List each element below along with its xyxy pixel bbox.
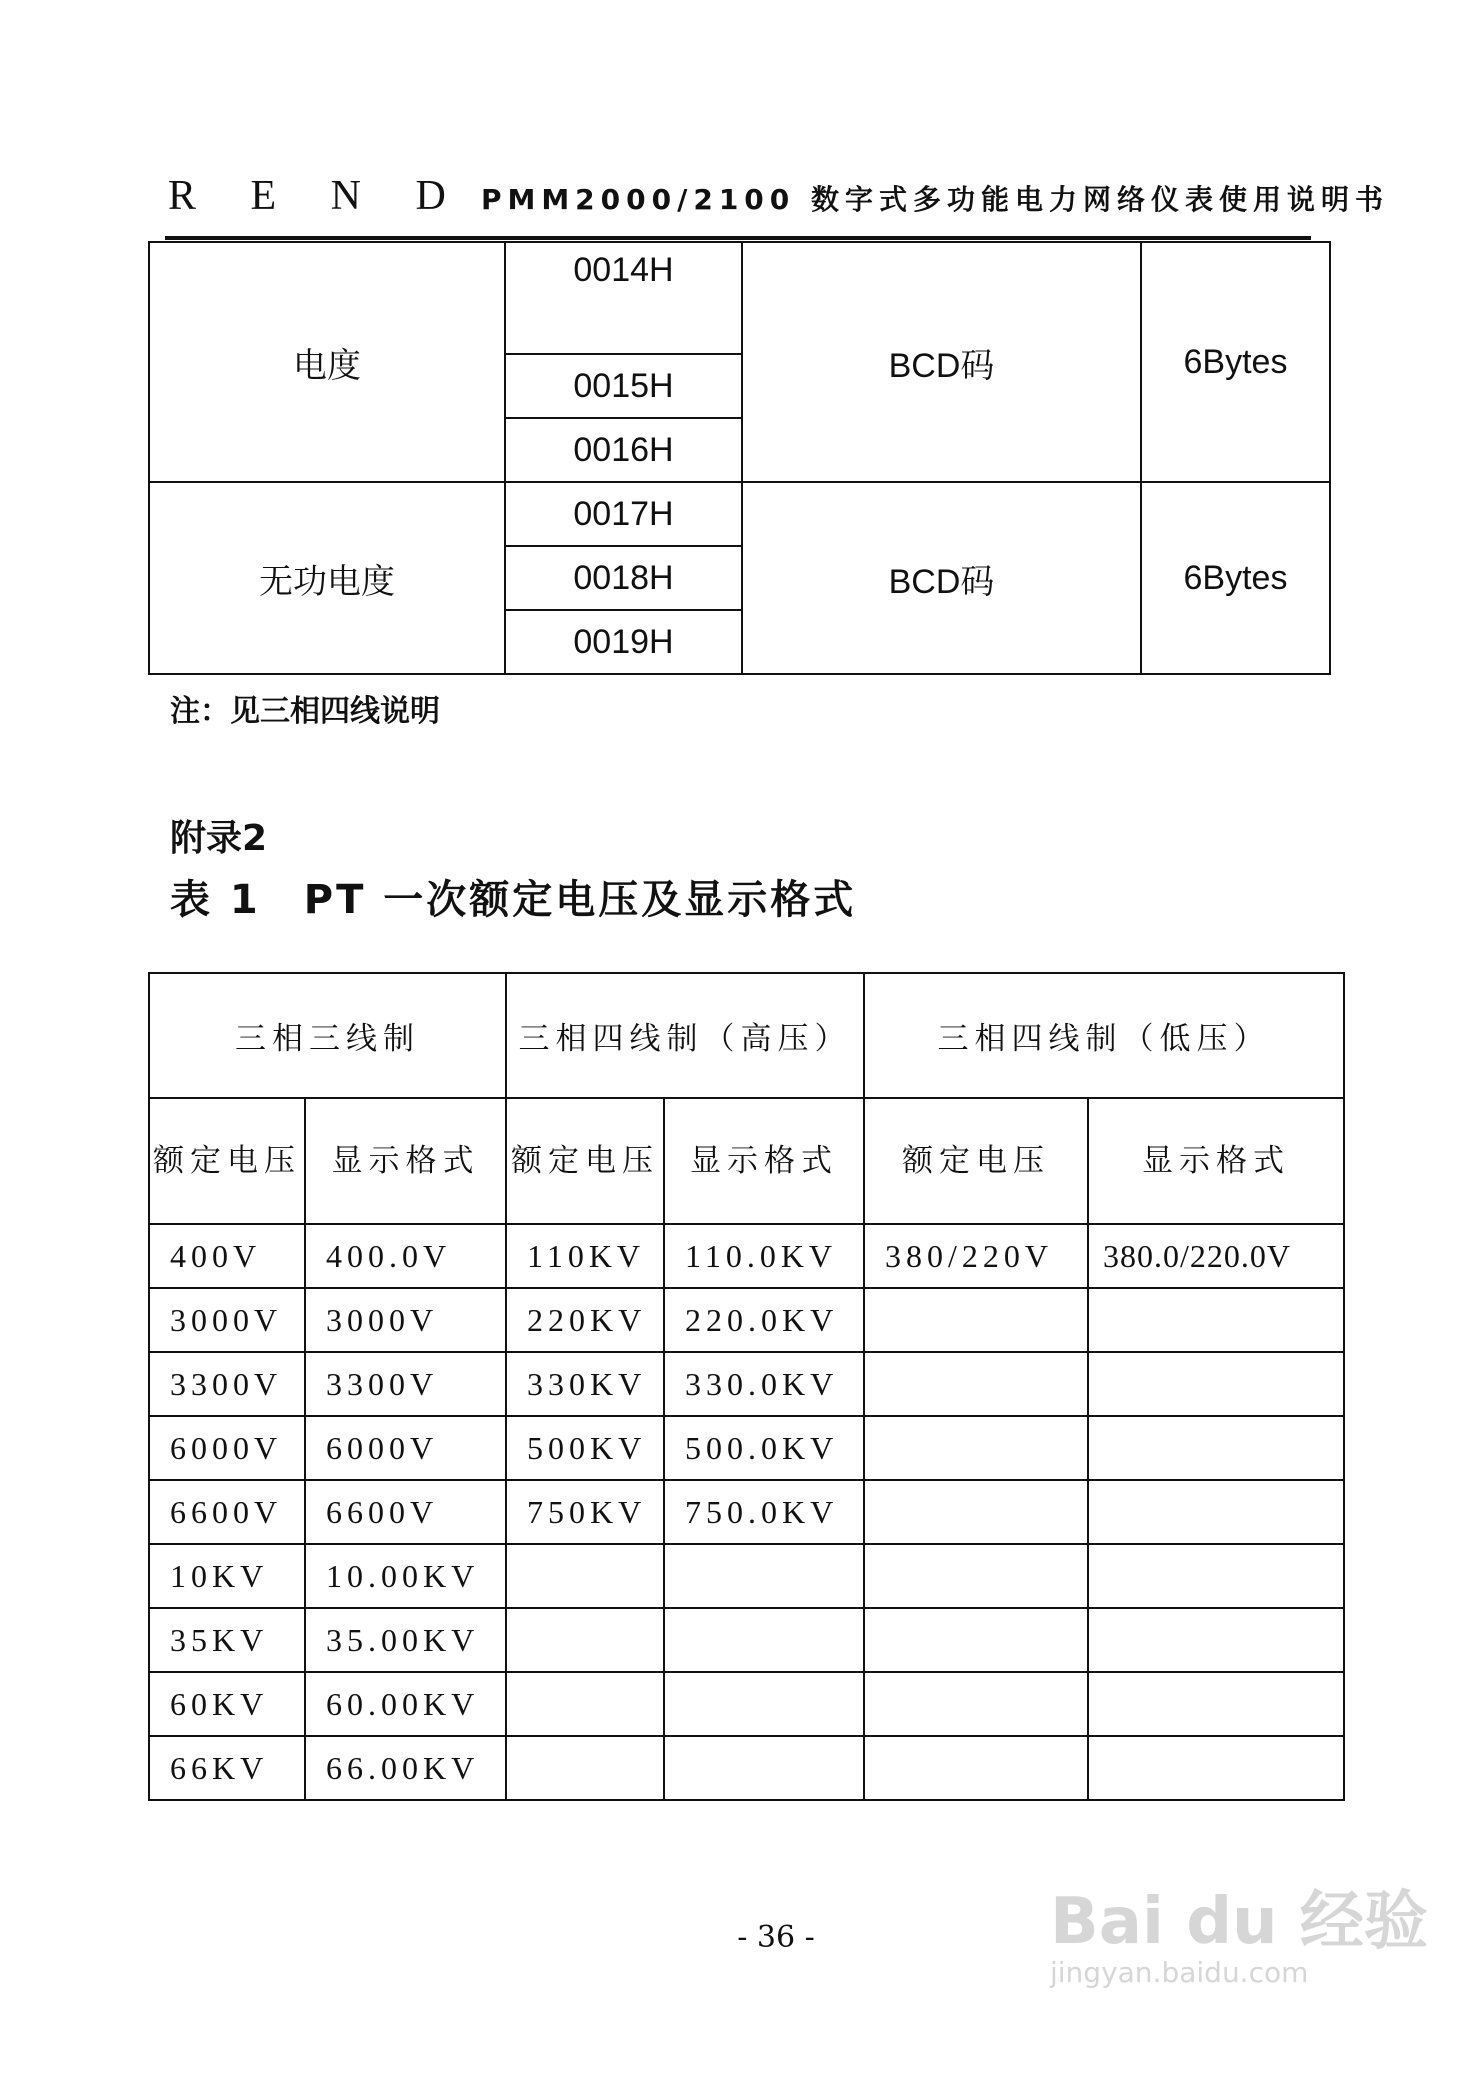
cell: 220.0KV — [664, 1288, 864, 1352]
cell: 3300V — [305, 1352, 506, 1416]
cell — [506, 1672, 664, 1736]
table-row — [149, 482, 1330, 546]
cell: 0018H — [505, 546, 742, 610]
group-header: 三相三线制 — [149, 973, 506, 1098]
table-title: 表 1 PT 一次额定电压及显示格式 — [170, 877, 857, 923]
table-row — [149, 1672, 1344, 1736]
cell: 35.00KV — [305, 1608, 506, 1672]
watermark-url: jingyan.baidu.com — [1050, 1956, 1309, 1989]
cell: 220KV — [506, 1288, 664, 1352]
pt-voltage-table — [148, 972, 1345, 1801]
table-row — [149, 1352, 1344, 1416]
cell: 750.0KV — [664, 1480, 864, 1544]
cell: 380/220V — [864, 1224, 1088, 1288]
cell: 0015H — [505, 354, 742, 418]
cell — [1088, 1416, 1344, 1480]
table-row — [149, 1480, 1344, 1544]
cell: 330.0KV — [664, 1352, 864, 1416]
sub-header-row — [149, 1098, 1344, 1224]
cell — [1088, 1288, 1344, 1352]
cell — [1088, 1544, 1344, 1608]
cell — [864, 1416, 1088, 1480]
cell: 无功电度 — [149, 482, 505, 674]
cell: 6Bytes — [1141, 482, 1330, 674]
cell — [1088, 1672, 1344, 1736]
cell: 10.00KV — [305, 1544, 506, 1608]
cell: BCD码 — [742, 482, 1141, 674]
cell: 0014H — [505, 242, 742, 354]
cell: 35KV — [149, 1608, 305, 1672]
group-header-row — [149, 973, 1344, 1098]
group-header: 三相四线制（低压） — [864, 973, 1344, 1098]
cell — [1088, 1480, 1344, 1544]
cell: 110.0KV — [664, 1224, 864, 1288]
sub-header: 额定电压 — [149, 1098, 305, 1224]
table-row — [149, 1544, 1344, 1608]
cell — [864, 1288, 1088, 1352]
register-table — [148, 241, 1331, 675]
cell: 110KV — [506, 1224, 664, 1288]
cell: 66.00KV — [305, 1736, 506, 1800]
cell — [864, 1480, 1088, 1544]
cell — [664, 1544, 864, 1608]
cell: 3300V — [149, 1352, 305, 1416]
cell — [1088, 1608, 1344, 1672]
cell: BCD码 — [742, 242, 1141, 482]
cell: 6000V — [149, 1416, 305, 1480]
table-row — [149, 1416, 1344, 1480]
watermark-logo: Bai du 经验 — [1050, 1885, 1428, 1959]
brand-logo: R E N D — [168, 173, 468, 219]
table-row — [149, 1288, 1344, 1352]
table-row — [149, 1736, 1344, 1800]
header-divider — [165, 236, 1311, 240]
cell: 6600V — [305, 1480, 506, 1544]
sub-header: 显示格式 — [1088, 1098, 1344, 1224]
cell — [1088, 1736, 1344, 1800]
cell: 6000V — [305, 1416, 506, 1480]
cell — [864, 1672, 1088, 1736]
table-row — [149, 1608, 1344, 1672]
cell — [864, 1352, 1088, 1416]
cell: 66KV — [149, 1736, 305, 1800]
cell: 330KV — [506, 1352, 664, 1416]
cell: 380.0/220.0V — [1088, 1224, 1344, 1288]
sub-header: 额定电压 — [506, 1098, 664, 1224]
cell — [664, 1736, 864, 1800]
cell — [506, 1608, 664, 1672]
cell: 400.0V — [305, 1224, 506, 1288]
note: 注：见三相四线说明 — [170, 694, 440, 729]
page-number: - 36 - — [737, 1920, 815, 1955]
cell — [506, 1544, 664, 1608]
cell: 3000V — [149, 1288, 305, 1352]
cell — [506, 1736, 664, 1800]
cell — [1088, 1352, 1344, 1416]
sub-header: 额定电压 — [864, 1098, 1088, 1224]
page-header — [168, 172, 1389, 220]
appendix-heading: 附录2 — [170, 818, 268, 859]
cell: 500KV — [506, 1416, 664, 1480]
cell — [664, 1672, 864, 1736]
cell — [864, 1544, 1088, 1608]
sub-header: 显示格式 — [664, 1098, 864, 1224]
cell: 3000V — [305, 1288, 506, 1352]
cell: 60.00KV — [305, 1672, 506, 1736]
cell — [864, 1608, 1088, 1672]
cell: 750KV — [506, 1480, 664, 1544]
cell: 电度 — [149, 242, 505, 482]
cell: 10KV — [149, 1544, 305, 1608]
group-header: 三相四线制（高压） — [506, 973, 864, 1098]
table-row — [149, 242, 1330, 354]
cell — [864, 1736, 1088, 1800]
cell: 6600V — [149, 1480, 305, 1544]
cell: 500.0KV — [664, 1416, 864, 1480]
cell: 400V — [149, 1224, 305, 1288]
table-row — [149, 1224, 1344, 1288]
cell: 0017H — [505, 482, 742, 546]
cell: 0016H — [505, 418, 742, 482]
document-title: PMM2000/2100 数字式多功能电力网络仪表使用说明书 — [480, 183, 1390, 216]
cell: 6Bytes — [1141, 242, 1330, 482]
baidu-watermark — [1050, 1870, 1428, 1989]
cell: 0019H — [505, 610, 742, 674]
sub-header: 显示格式 — [305, 1098, 506, 1224]
cell: 60KV — [149, 1672, 305, 1736]
cell — [664, 1608, 864, 1672]
